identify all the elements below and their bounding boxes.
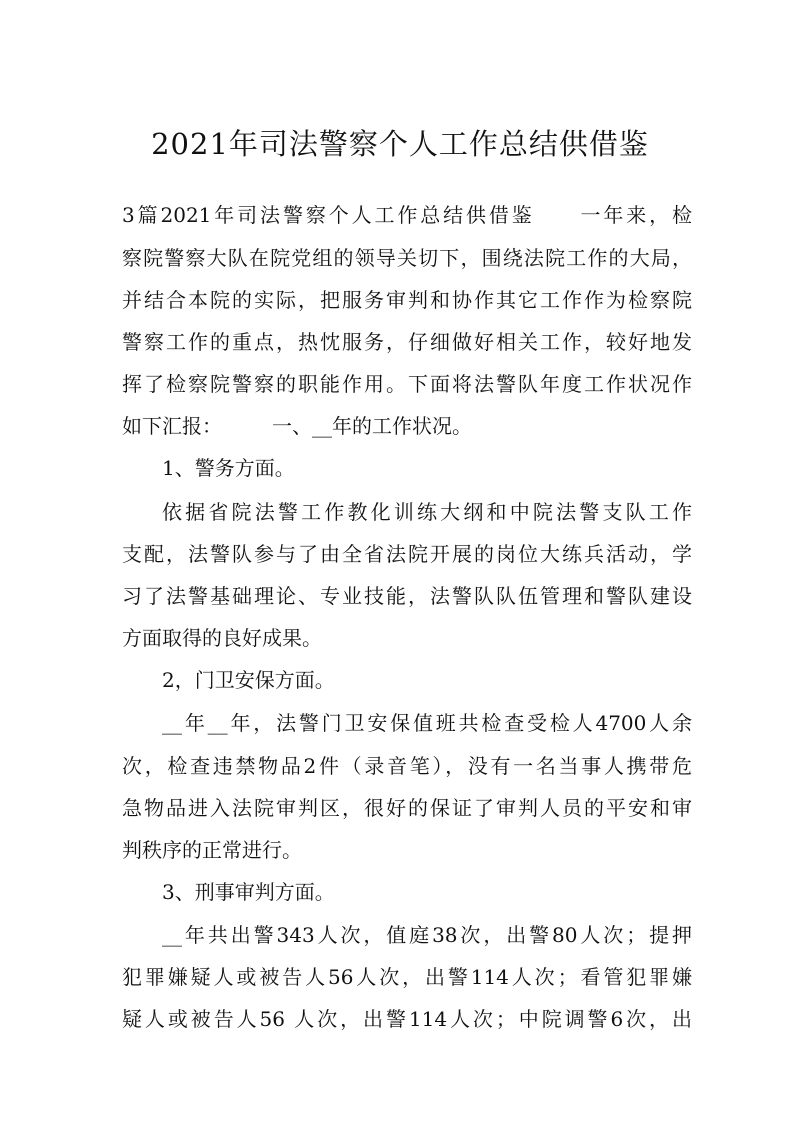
paragraph-line: 习了法警基础理论、专业技能，法警队队伍管理和警队建设 [122,584,692,608]
paragraph-line: 依据省院法警工作教化训练大纲和中院法警支队工作 [162,500,692,524]
paragraph-line: 疑人或被告人56 人次，出警114人次；中院调警6次，出 [122,1007,692,1031]
intro-line-4: 警察工作的重点，热忱服务，仔细做好相关工作，较好地发 [122,330,692,354]
paragraph-line: 支配，法警队参与了由全省法院开展的岗位大练兵活动，学 [122,542,692,566]
intro-line-6: 如下汇报： 一、__年的工作状况。 [122,414,472,438]
intro-line-3: 并结合本院的实际，把服务审判和协作其它工作作为检察院 [122,288,692,312]
paragraph-line: __年共出警343人次，值庭38次，出警80人次；提押 [162,923,692,947]
intro-line-1: 3篇2021年司法警察个人工作总结供借鉴 一年来，检 [122,203,692,227]
paragraph-line: 犯罪嫌疑人或被告人56人次，出警114人次；看管犯罪嫌 [122,965,692,989]
paragraph-line: 次，检查违禁物品2件（录音笔），没有一名当事人携带危 [122,754,692,778]
paragraph-line: 方面取得的良好成果。 [122,626,322,650]
section-heading-police-affairs: 1、警务方面。 [162,456,295,480]
document-title: 2021年司法警察个人工作总结供借鉴 [151,127,649,161]
section-heading-criminal-trial: 3、刑事审判方面。 [162,880,335,904]
paragraph-line: 判秩序的正常进行。 [122,838,302,862]
paragraph-line: 急物品进入法院审判区，很好的保证了审判人员的平安和审 [122,796,692,820]
paragraph-line: __年__年，法警门卫安保值班共检查受检人4700人余 [162,711,692,735]
section-heading-gate-security: 2，门卫安保方面。 [162,668,335,692]
intro-line-2: 察院警察大队在院党组的领导关切下，围绕法院工作的大局， [122,246,692,270]
intro-line-5: 挥了检察院警察的职能作用。下面将法警队年度工作状况作 [122,372,692,396]
